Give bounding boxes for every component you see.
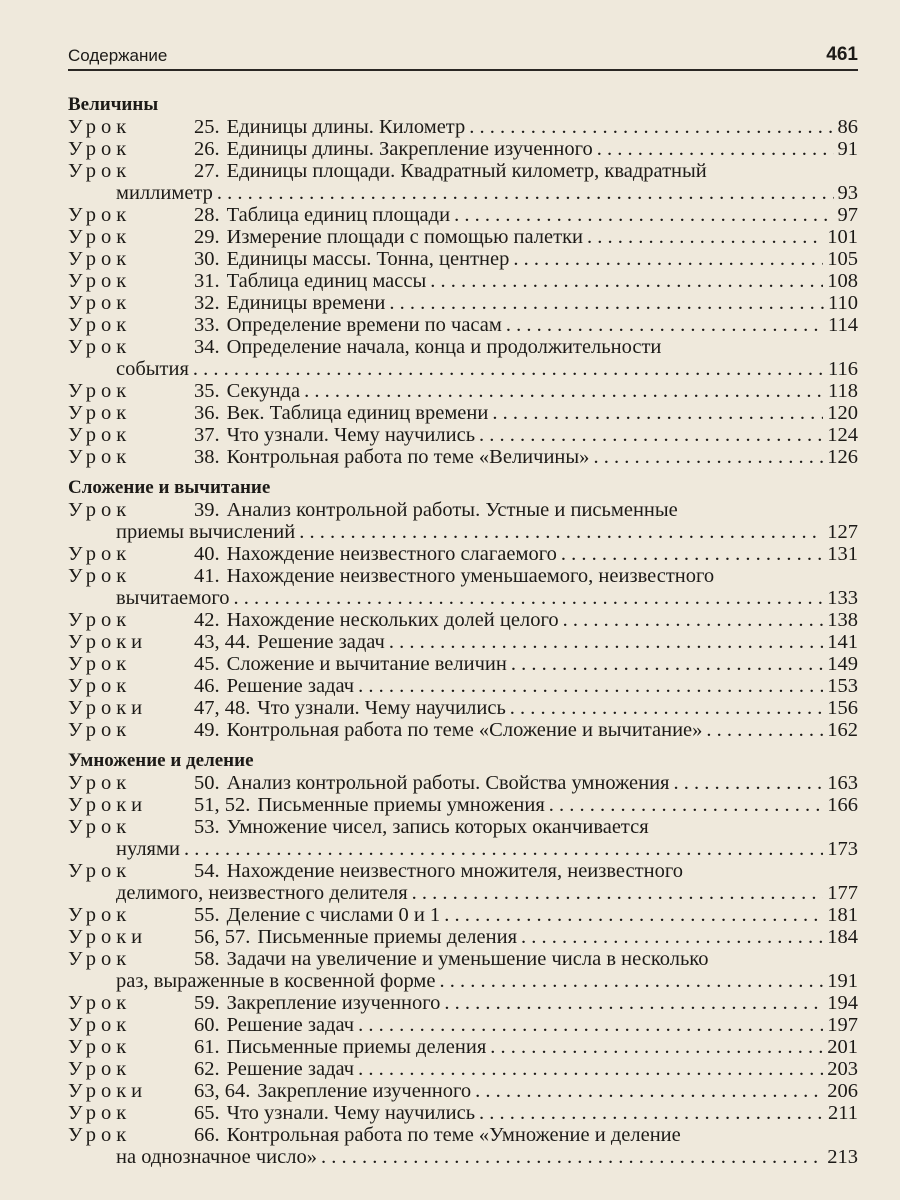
lesson-prefix: Урок (68, 1102, 132, 1124)
lesson-title: нулями (116, 838, 180, 860)
dot-leader (358, 1014, 823, 1036)
lesson-number: 61. (194, 1036, 220, 1058)
toc-section (68, 751, 858, 1168)
lesson-number: 45. (194, 653, 220, 675)
lesson-title: Задачи на увеличение и уменьшение числа в несколько (226, 948, 709, 970)
toc-entry-line (68, 719, 858, 741)
section-title: Умножение и деление (68, 750, 254, 771)
section-title: Сложение и вычитание (68, 477, 271, 498)
toc-entry-line (68, 1036, 858, 1058)
lesson-number: 37. (194, 424, 220, 446)
toc-page (68, 44, 858, 1178)
toc-entry-line (68, 838, 858, 860)
lesson-page-number: 133 (827, 587, 858, 609)
lesson-number: 59. (194, 992, 220, 1014)
toc-entry (68, 609, 858, 631)
lesson-prefix: Урок (68, 609, 132, 631)
toc-entry (68, 424, 858, 446)
dot-leader (358, 1058, 823, 1080)
toc-entry-line (68, 948, 858, 970)
toc-entry (68, 992, 858, 1014)
lesson-number: 33. (194, 314, 220, 336)
lesson-page-number: 124 (827, 424, 858, 446)
lesson-title: Таблица единиц площади (226, 204, 451, 226)
dot-leader (321, 1146, 823, 1168)
dot-leader (549, 794, 823, 816)
dot-leader (389, 292, 824, 314)
toc-entry-line (68, 358, 858, 380)
lesson-page-number: 127 (827, 521, 858, 543)
lesson-prefix: Урок (68, 772, 132, 794)
toc-entry-line (68, 116, 858, 138)
lesson-page-number: 110 (828, 292, 858, 314)
lesson-prefix: Урок (68, 816, 132, 838)
lesson-page-number: 116 (828, 358, 858, 380)
lesson-page-number: 194 (827, 992, 858, 1014)
toc-entry-line (68, 609, 858, 631)
lesson-title: Решение задач (257, 631, 385, 653)
lesson-page-number: 93 (837, 182, 858, 204)
lesson-page-number: 191 (827, 970, 858, 992)
dot-leader (454, 204, 833, 226)
toc-entry-line (68, 816, 858, 838)
lesson-number: 54. (194, 860, 220, 882)
lesson-page-number: 201 (827, 1036, 858, 1058)
lesson-number: 63, 64. (194, 1080, 251, 1102)
toc-entry (68, 116, 858, 138)
lesson-prefix: Урок (68, 248, 132, 270)
lesson-prefix: Урок (68, 499, 132, 521)
toc-entry-line (68, 1124, 858, 1146)
dot-leader (469, 116, 833, 138)
dot-leader (563, 609, 824, 631)
table-of-contents (68, 95, 858, 1168)
lesson-prefix: Урок (68, 1036, 132, 1058)
lesson-page-number: 181 (827, 904, 858, 926)
toc-entry-line (68, 653, 858, 675)
toc-entry-line (68, 631, 858, 653)
lesson-page-number: 105 (827, 248, 858, 270)
dot-leader (299, 521, 823, 543)
toc-entry (68, 1036, 858, 1058)
toc-entry (68, 860, 858, 904)
lesson-page-number: 184 (827, 926, 858, 948)
toc-entry (68, 904, 858, 926)
lesson-prefix: Урок (68, 336, 132, 358)
toc-entry (68, 1058, 858, 1080)
dot-leader (444, 992, 823, 1014)
lesson-title: на однозначное число» (116, 1146, 317, 1168)
lesson-number: 25. (194, 116, 220, 138)
lesson-prefix: Урок (68, 138, 132, 160)
toc-entry-line (68, 1080, 858, 1102)
section-title: Величины (68, 94, 159, 115)
lesson-title: Письменные приемы деления (257, 926, 517, 948)
toc-entry (68, 446, 858, 468)
dot-leader (479, 1102, 824, 1124)
dot-leader (304, 380, 824, 402)
dot-leader (440, 970, 824, 992)
lesson-page-number: 131 (827, 543, 858, 565)
lesson-page-number: 203 (827, 1058, 858, 1080)
lesson-number: 41. (194, 565, 220, 587)
dot-leader (513, 248, 823, 270)
lesson-number: 60. (194, 1014, 220, 1036)
toc-entry (68, 204, 858, 226)
lesson-title: Единицы времени (226, 292, 386, 314)
dot-leader (217, 182, 834, 204)
toc-entry (68, 270, 858, 292)
toc-entry (68, 499, 858, 543)
toc-entry-line (68, 587, 858, 609)
toc-entry (68, 948, 858, 992)
dot-leader (706, 719, 823, 741)
toc-entry-line (68, 446, 858, 468)
lesson-title: Решение задач (226, 675, 355, 697)
lesson-title: Анализ контрольной работы. Устные и письменные (226, 499, 678, 521)
toc-entry (68, 160, 858, 204)
lesson-title: Нахождение нескольких долей целого (226, 609, 559, 631)
lesson-title: Контрольная работа по теме «Величины» (226, 446, 590, 468)
header-page-number: 461 (826, 44, 858, 65)
lesson-number: 32. (194, 292, 220, 314)
dot-leader (511, 653, 823, 675)
lesson-title: Единицы площади. Квадратный километр, квадратный (226, 160, 707, 182)
dot-leader (389, 631, 823, 653)
lesson-page-number: 126 (827, 446, 858, 468)
lesson-page-number: 162 (827, 719, 858, 741)
lesson-page-number: 120 (827, 402, 858, 424)
lesson-number: 65. (194, 1102, 220, 1124)
lesson-prefix: Урок (68, 160, 132, 182)
dot-leader (479, 424, 823, 446)
lesson-number: 53. (194, 816, 220, 838)
toc-entry-line (68, 182, 858, 204)
lesson-title: миллиметр (116, 182, 213, 204)
lesson-title: вычитаемого (116, 587, 230, 609)
toc-entry (68, 772, 858, 794)
toc-entry-line (68, 970, 858, 992)
lesson-prefix: Урок (68, 948, 132, 970)
lesson-page-number: 153 (827, 675, 858, 697)
toc-entry (68, 314, 858, 336)
lesson-title: Письменные приемы умножения (257, 794, 545, 816)
toc-entry (68, 719, 858, 741)
dot-leader (593, 446, 823, 468)
lesson-prefix: Урок (68, 380, 132, 402)
toc-entry-line (68, 138, 858, 160)
toc-entry (68, 380, 858, 402)
lesson-prefix: Уроки (68, 1080, 148, 1102)
lesson-title: Что узнали. Чему научились (226, 424, 476, 446)
lesson-prefix: Уроки (68, 926, 148, 948)
lesson-prefix: Уроки (68, 631, 148, 653)
lesson-title: Единицы длины. Километр (226, 116, 466, 138)
toc-entry-line (68, 992, 858, 1014)
lesson-page-number: 141 (827, 631, 858, 653)
toc-entry-line (68, 226, 858, 248)
toc-entry (68, 402, 858, 424)
lesson-number: 58. (194, 948, 220, 970)
toc-entry-line (68, 772, 858, 794)
lesson-prefix: Урок (68, 543, 132, 565)
lesson-title: Единицы массы. Тонна, центнер (226, 248, 510, 270)
lesson-title: Определение начала, конца и продолжительности (226, 336, 662, 358)
toc-entry (68, 794, 858, 816)
toc-entry-line (68, 882, 858, 904)
header-title: Содержание (68, 46, 168, 65)
lesson-prefix: Урок (68, 1014, 132, 1036)
toc-entry-line (68, 499, 858, 521)
lesson-title: Закрепление изученного (226, 992, 441, 1014)
toc-entry-line (68, 424, 858, 446)
toc-entry-line (68, 1146, 858, 1168)
toc-entry-line (68, 292, 858, 314)
dot-leader (444, 904, 823, 926)
lesson-page-number: 213 (827, 1146, 858, 1168)
lesson-number: 49. (194, 719, 220, 741)
lesson-number: 40. (194, 543, 220, 565)
dot-leader (490, 1036, 823, 1058)
toc-entry-line (68, 402, 858, 424)
toc-entry (68, 248, 858, 270)
lesson-title: Что узнали. Чему научились (226, 1102, 476, 1124)
lesson-number: 66. (194, 1124, 220, 1146)
lesson-title: Секунда (226, 380, 301, 402)
lesson-title: Век. Таблица единиц времени (226, 402, 489, 424)
toc-entry (68, 336, 858, 380)
lesson-number: 35. (194, 380, 220, 402)
toc-entry (68, 631, 858, 653)
lesson-number: 55. (194, 904, 220, 926)
lesson-title: Определение времени по часам (226, 314, 502, 336)
dot-leader (506, 314, 824, 336)
toc-entry (68, 1102, 858, 1124)
toc-entry (68, 816, 858, 860)
lesson-number: 47, 48. (194, 697, 251, 719)
toc-entry-line (68, 860, 858, 882)
lesson-title: Письменные приемы деления (226, 1036, 487, 1058)
lesson-title: Контрольная работа по теме «Сложение и вычитание» (226, 719, 703, 741)
toc-entry (68, 1014, 858, 1036)
lesson-prefix: Урок (68, 292, 132, 314)
dot-leader (673, 772, 823, 794)
lesson-prefix: Уроки (68, 697, 148, 719)
lesson-page-number: 206 (827, 1080, 858, 1102)
lesson-number: 46. (194, 675, 220, 697)
lesson-page-number: 101 (827, 226, 858, 248)
toc-entry-line (68, 521, 858, 543)
dot-leader (510, 697, 823, 719)
lesson-page-number: 149 (827, 653, 858, 675)
toc-entry (68, 675, 858, 697)
lesson-page-number: 166 (827, 794, 858, 816)
toc-entry-line (68, 160, 858, 182)
lesson-prefix: Урок (68, 1058, 132, 1080)
lesson-prefix: Урок (68, 226, 132, 248)
dot-leader (184, 838, 823, 860)
toc-entry-line (68, 314, 858, 336)
lesson-number: 38. (194, 446, 220, 468)
lesson-page-number: 108 (827, 270, 858, 292)
toc-entry-line (68, 1014, 858, 1036)
toc-entry (68, 138, 858, 160)
lesson-number: 34. (194, 336, 220, 358)
lesson-page-number: 156 (827, 697, 858, 719)
lesson-number: 42. (194, 609, 220, 631)
toc-entry (68, 653, 858, 675)
toc-section (68, 478, 858, 741)
dot-leader (412, 882, 824, 904)
lesson-title: события (116, 358, 189, 380)
lesson-page-number: 86 (837, 116, 858, 138)
lesson-page-number: 91 (837, 138, 858, 160)
lesson-title: Умножение чисел, запись которых оканчивается (226, 816, 649, 838)
toc-entry-line (68, 1058, 858, 1080)
lesson-prefix: Урок (68, 1124, 132, 1146)
lesson-prefix: Урок (68, 270, 132, 292)
lesson-title: приемы вычислений (116, 521, 296, 543)
toc-entry-line (68, 565, 858, 587)
lesson-page-number: 173 (827, 838, 858, 860)
toc-entry (68, 292, 858, 314)
lesson-prefix: Урок (68, 675, 132, 697)
lesson-number: 29. (194, 226, 220, 248)
lesson-title: Сложение и вычитание величин (226, 653, 507, 675)
toc-entry-line (68, 204, 858, 226)
lesson-number: 43, 44. (194, 631, 251, 653)
toc-entry-line (68, 543, 858, 565)
lesson-title: Измерение площади с помощью палетки (226, 226, 584, 248)
toc-entry (68, 1124, 858, 1168)
lesson-prefix: Урок (68, 565, 132, 587)
lesson-page-number: 197 (827, 1014, 858, 1036)
lesson-title: Таблица единиц массы (226, 270, 427, 292)
dot-leader (587, 226, 823, 248)
toc-entry (68, 1080, 858, 1102)
lesson-title: Нахождение неизвестного уменьшаемого, неизвестного (226, 565, 715, 587)
toc-entry (68, 543, 858, 565)
lesson-page-number: 211 (828, 1102, 858, 1124)
lesson-number: 36. (194, 402, 220, 424)
lesson-prefix: Урок (68, 653, 132, 675)
lesson-number: 50. (194, 772, 220, 794)
lesson-number: 62. (194, 1058, 220, 1080)
lesson-title: Единицы длины. Закрепление изученного (226, 138, 593, 160)
dot-leader (430, 270, 823, 292)
toc-entry-line (68, 794, 858, 816)
lesson-title: Решение задач (226, 1058, 355, 1080)
toc-entry-line (68, 1102, 858, 1124)
toc-entry-line (68, 270, 858, 292)
lesson-title: Контрольная работа по теме «Умножение и деление (226, 1124, 681, 1146)
lesson-prefix: Урок (68, 424, 132, 446)
lesson-prefix: Урок (68, 314, 132, 336)
lesson-title: Что узнали. Чему научились (257, 697, 506, 719)
lesson-title: раз, выраженные в косвенной форме (116, 970, 436, 992)
lesson-prefix: Урок (68, 402, 132, 424)
lesson-page-number: 118 (828, 380, 858, 402)
dot-leader (234, 587, 824, 609)
lesson-title: делимого, неизвестного делителя (116, 882, 408, 904)
lesson-number: 30. (194, 248, 220, 270)
lesson-number: 28. (194, 204, 220, 226)
lesson-number: 56, 57. (194, 926, 251, 948)
lesson-title: Решение задач (226, 1014, 355, 1036)
lesson-title: Нахождение неизвестного множителя, неизвестного (226, 860, 683, 882)
dot-leader (193, 358, 824, 380)
toc-entry (68, 226, 858, 248)
dot-leader (475, 1080, 823, 1102)
toc-entry (68, 926, 858, 948)
lesson-title: Закрепление изученного (257, 1080, 472, 1102)
lesson-prefix: Урок (68, 992, 132, 1014)
lesson-page-number: 97 (837, 204, 858, 226)
toc-entry-line (68, 248, 858, 270)
toc-entry-line (68, 697, 858, 719)
lesson-prefix: Урок (68, 860, 132, 882)
lesson-prefix: Урок (68, 204, 132, 226)
toc-entry-line (68, 904, 858, 926)
lesson-prefix: Урок (68, 446, 132, 468)
toc-entry (68, 697, 858, 719)
toc-entry-line (68, 926, 858, 948)
toc-entry (68, 565, 858, 609)
toc-entry-line (68, 380, 858, 402)
dot-leader (597, 138, 834, 160)
toc-entry-line (68, 675, 858, 697)
lesson-page-number: 138 (827, 609, 858, 631)
lesson-page-number: 163 (827, 772, 858, 794)
lesson-title: Нахождение неизвестного слагаемого (226, 543, 557, 565)
dot-leader (492, 402, 823, 424)
lesson-number: 27. (194, 160, 220, 182)
lesson-number: 31. (194, 270, 220, 292)
dot-leader (521, 926, 823, 948)
lesson-title: Анализ контрольной работы. Свойства умножения (226, 772, 670, 794)
toc-section (68, 95, 858, 468)
lesson-number: 26. (194, 138, 220, 160)
lesson-number: 51, 52. (194, 794, 251, 816)
lesson-number: 39. (194, 499, 220, 521)
lesson-page-number: 177 (827, 882, 858, 904)
lesson-title: Деление с числами 0 и 1 (226, 904, 441, 926)
toc-entry-line (68, 336, 858, 358)
page-header (68, 44, 858, 71)
lesson-prefix: Урок (68, 116, 132, 138)
lesson-page-number: 114 (828, 314, 858, 336)
lesson-prefix: Уроки (68, 794, 148, 816)
dot-leader (561, 543, 823, 565)
dot-leader (358, 675, 823, 697)
lesson-prefix: Урок (68, 904, 132, 926)
lesson-prefix: Урок (68, 719, 132, 741)
